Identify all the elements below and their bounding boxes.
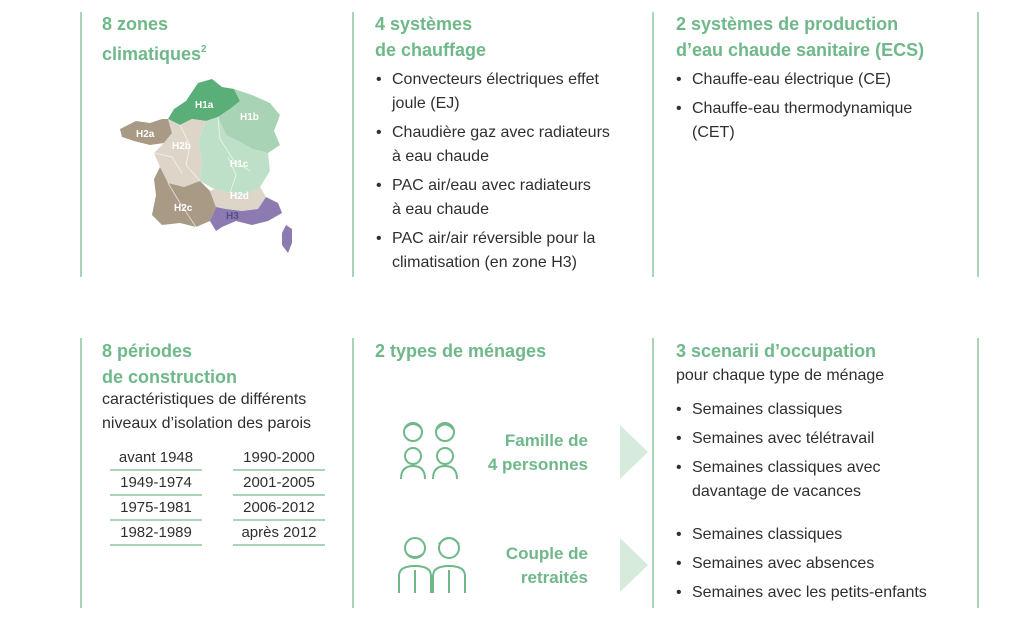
table-cell: 1949-1974 [110, 473, 202, 496]
periods-subtitle [102, 388, 347, 436]
footnote-marker: 2 [201, 44, 207, 55]
label-h1a: H1a [195, 100, 214, 111]
label-h2b: H2b [172, 141, 191, 152]
couple-label-line2: retraités [520, 568, 588, 587]
list-item: • Semaines avec télétravail [674, 427, 974, 451]
periods-subtitle-line2: niveaux d’isolation des parois [102, 415, 312, 432]
list-item: • Chaudière gaz avec radiateurs à eau chaude [374, 121, 649, 169]
list-item: • Semaines avec absences [674, 552, 974, 576]
table-cell: 2001-2005 [233, 473, 325, 496]
list-item: • PAC air/air réversible pour la climatisation (en zone H3) [374, 227, 649, 275]
ecs-list [674, 68, 969, 150]
label-h2c: H2c [174, 203, 193, 214]
label-h3: H3 [226, 211, 239, 222]
label-h1c: H1c [230, 159, 249, 170]
table-row [110, 523, 325, 546]
table-row [110, 473, 325, 496]
list-item: • Convecteurs électriques effet joule (EJ) [374, 68, 649, 116]
list-item: • Semaines classiques avec davantage de vacances [674, 456, 974, 504]
table-row [110, 448, 325, 471]
households-title: 2 types de ménages [375, 341, 547, 361]
list-item: • Semaines classiques [674, 523, 974, 547]
periods-table [110, 448, 325, 548]
zones-title-line1: 8 zones [102, 14, 169, 34]
divider [977, 12, 979, 277]
family-icon [393, 418, 467, 480]
heating-title [375, 11, 486, 63]
arrow-couple [620, 538, 648, 592]
table-cell: 1975-1981 [110, 498, 202, 521]
divider [977, 338, 979, 608]
table-cell: 1990-2000 [233, 448, 325, 471]
scenarios-couple-list [674, 523, 974, 610]
divider [652, 12, 654, 277]
ecs-title-line2: d’eau chaude sanitaire (ECS) [676, 40, 925, 60]
family-label-line1: Famille de [504, 431, 588, 450]
list-item: • Chauffe-eau électrique (CE) [674, 68, 969, 92]
ecs-title-line1: 2 systèmes de production [676, 14, 899, 34]
zones-title [102, 11, 207, 67]
zone-corsica [282, 225, 292, 253]
list-item: • Semaines avec les petits-enfants [674, 581, 974, 605]
family-label [458, 429, 588, 477]
label-h1b: H1b [240, 112, 259, 123]
label-h2a: H2a [136, 129, 155, 140]
ecs-title [676, 11, 924, 63]
france-climate-map [110, 75, 300, 265]
periods-subtitle-line1: caractéristiques de différents [102, 391, 307, 408]
table-cell: après 2012 [233, 523, 325, 546]
table-row [110, 498, 325, 521]
list-item: • PAC air/eau avec radiateurs à eau chaude [374, 174, 649, 222]
list-item: • Chauffe-eau thermodynamique (CET) [674, 97, 969, 145]
arrow-family [620, 425, 648, 479]
periods-title [102, 338, 237, 390]
table-cell: 1982-1989 [110, 523, 202, 546]
heating-title-line1: 4 systèmes [375, 14, 473, 34]
scenarios-title: 3 scenarii d’occupation [676, 341, 877, 361]
couple-label [458, 542, 588, 590]
label-h2d: H2d [230, 191, 249, 202]
periods-title-line2: de construction [102, 367, 238, 387]
family-label-line2: 4 personnes [487, 455, 588, 474]
scenarios-subtitle: pour chaque type de ménage [676, 367, 885, 384]
scenarios-family-list [674, 398, 974, 509]
couple-label-line1: Couple de [505, 544, 588, 563]
heating-title-line2: de chauffage [375, 40, 487, 60]
table-cell: 2006-2012 [233, 498, 325, 521]
zones-title-line2: climatiques$^2$ [102, 44, 207, 64]
divider [352, 12, 354, 277]
heating-list [374, 68, 649, 280]
periods-title-line1: 8 périodes [102, 341, 193, 361]
divider [652, 338, 654, 608]
divider [80, 12, 82, 277]
divider [80, 338, 82, 608]
list-item: • Semaines classiques [674, 398, 974, 422]
table-cell: avant 1948 [110, 448, 202, 471]
divider [352, 338, 354, 608]
